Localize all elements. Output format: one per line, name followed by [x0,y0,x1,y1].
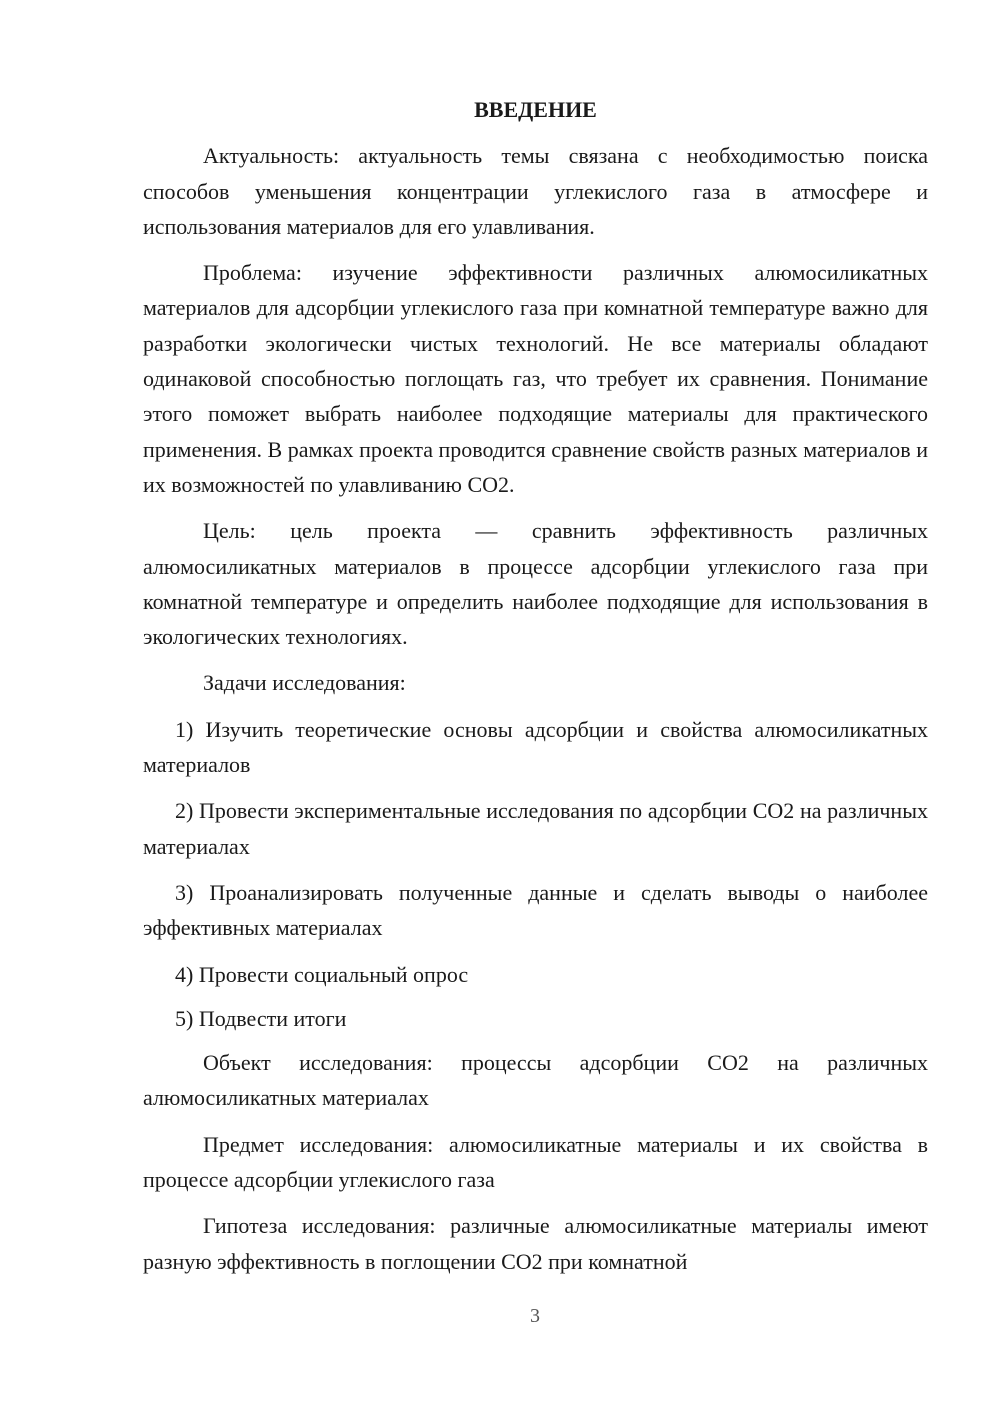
tasks-heading: Задачи исследования: [203,670,406,696]
subject-paragraph: Предмет исследования: алюмосиликатные материалы и их свойства в процессе адсорбции углекислого газа [143,1131,928,1193]
problem-paragraph: Проблема: изучение эффективности различных алюмосиликатных материалов для адсорбции углекислого газа при комнатной температуре важно для разработки экологически чистых технологий. Не все материалы обладают одинаковой способностью поглощать газ, что требует их сравнения. Понимание этого поможет выбрать наиболее подходящие материалы для практического применения. В рамках проекта проводится сравнение свойств разных материалов и их возможностей по улавливанию CO2. [143,260,928,497]
page-title: ВВЕДЕНИЕ [474,97,597,122]
goal-paragraph: Цель: цель проекта — сравнить эффективность различных алюмосиликатных материалов в процессе адсорбции углекислого газа при комнатной температуре и определить наиболее подходящие для использования в экологических технологиях. [143,518,928,650]
task-item: 1) Изучить теоретические основы адсорбции и свойства алюмосиликатных материалов [143,716,928,778]
tasks-list [143,712,928,1036]
page-number: 3 [530,1305,540,1327]
task-item: 2) Провести экспериментальные исследования по адсорбции CO2 на различных материалах [143,798,928,859]
relevance-paragraph: Актуальность: актуальность темы связана с необходимостью поиска способов уменьшения концентрации углекислого газа в атмосфере и использования материалов для его улавливания. [143,143,928,239]
task-item: 5) Подвести итоги [175,1005,347,1031]
task-item: 3) Проанализировать полученные данные и сделать выводы о наиболее эффективных материалах [143,879,928,941]
task-item: 4) Провести социальный опрос [175,961,469,987]
hypothesis-paragraph: Гипотеза исследования: различные алюмосиликатные материалы имеют разную эффективность в поглощении CO2 при комнатной [143,1213,928,1274]
object-paragraph: Объект исследования: процессы адсорбции CO2 на различных алюмосиликатных материалах [143,1050,928,1111]
document-page [143,92,928,1290]
